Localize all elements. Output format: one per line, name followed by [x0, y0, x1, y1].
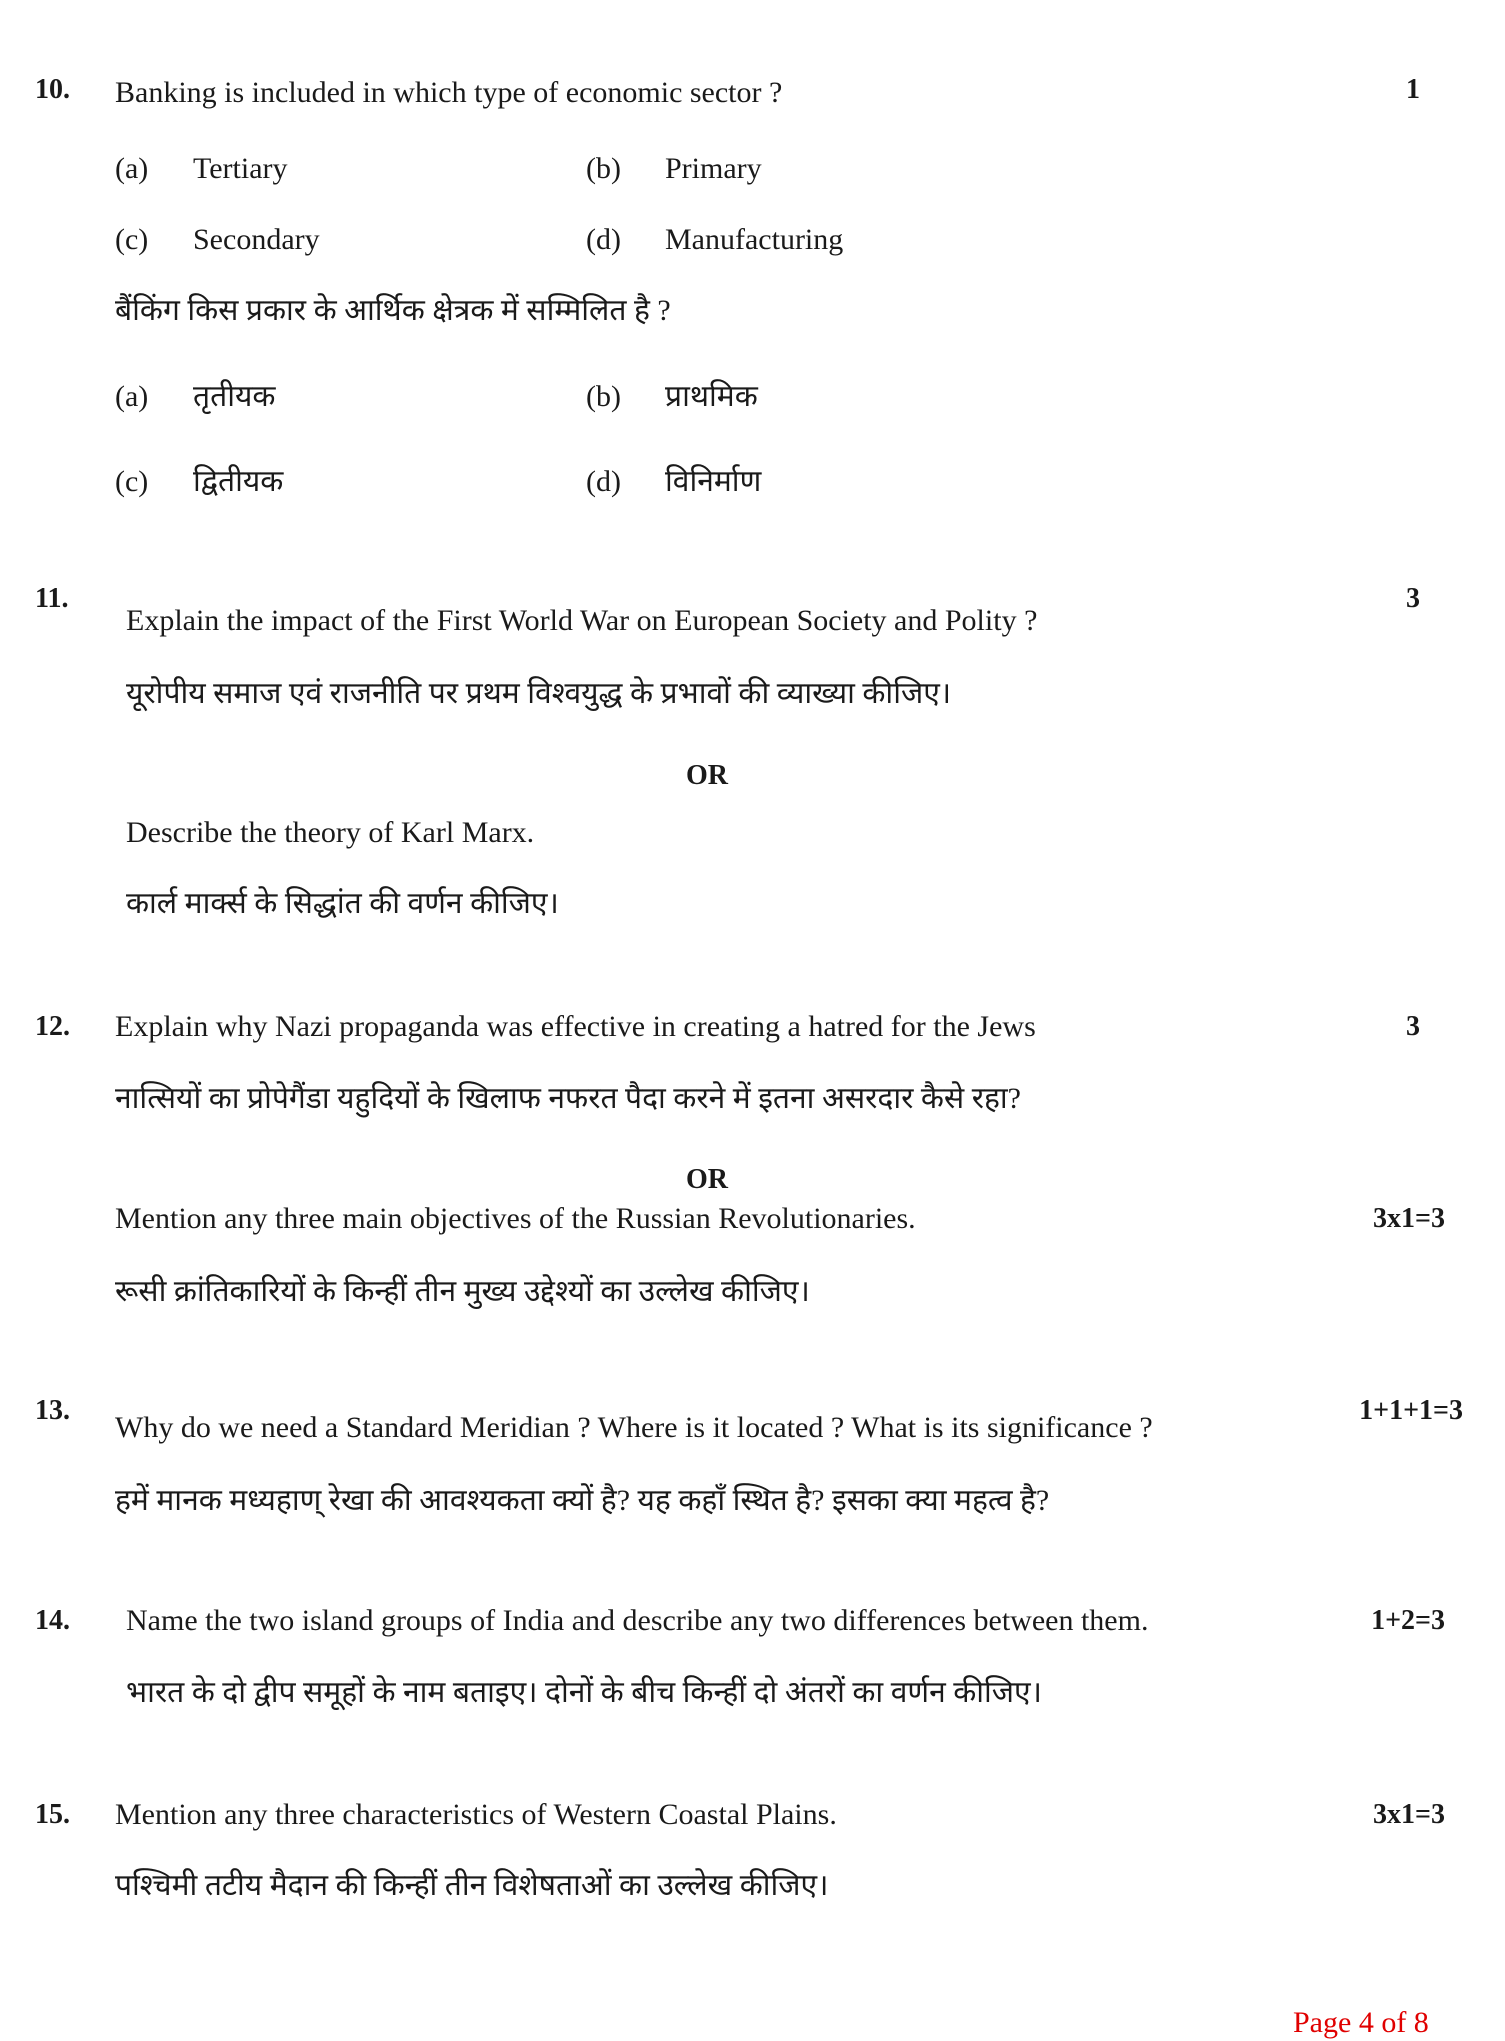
question-text-hindi: यूरोपीय समाज एवं राजनीति पर प्रथम विश्वयुद्ध के प्रभावों की व्याख्या कीजिए।	[126, 677, 952, 710]
question-marks: 1+1+1=3	[1359, 1395, 1463, 1426]
alternative-question-marks: 3x1=3	[1373, 1203, 1445, 1234]
alternative-question-text: Describe the theory of Karl Marx.	[126, 816, 535, 849]
question-text: Banking is included in which type of economic sector ?	[115, 76, 783, 109]
question-number: 15.	[35, 1799, 70, 1830]
option-label: (c)	[115, 465, 149, 498]
option-label: (b)	[586, 380, 621, 413]
question-text: Explain the impact of the First World War on European Society and Polity ?	[126, 604, 1038, 637]
option-text-hindi: द्वितीयक	[193, 465, 284, 498]
option-text: Secondary	[193, 223, 320, 256]
question-text: Explain why Nazi propaganda was effective in creating a hatred for the Jews	[115, 1010, 1036, 1043]
question-text-hindi: नात्सियों का प्रोपेगैंडा यहुदियों के खिलाफ नफरत पैदा करने में इतना असरदार कैसे रहा?	[115, 1082, 1021, 1115]
option-text-hindi: प्राथमिक	[665, 380, 758, 413]
question-number: 10.	[35, 74, 70, 105]
question-number: 12.	[35, 1011, 70, 1042]
option-label: (d)	[586, 223, 621, 256]
option-label: (a)	[115, 152, 149, 185]
question-marks: 3x1=3	[1373, 1799, 1445, 1830]
alternative-question-hindi: कार्ल मार्क्स के सिद्धांत की वर्णन कीजिए।	[126, 887, 559, 920]
question-text-hindi: पश्चिमी तटीय मैदान की किन्हीं तीन विशेषताओं का उल्लेख कीजिए।	[115, 1869, 829, 1902]
option-label: (b)	[586, 152, 621, 185]
question-text: Why do we need a Standard Meridian ? Where is it located ? What is its significance ?	[115, 1411, 1153, 1444]
question-text: Name the two island groups of India and describe any two differences between them.	[126, 1604, 1149, 1637]
or-separator: OR	[686, 1164, 728, 1195]
option-label: (c)	[115, 223, 149, 256]
option-text-hindi: विनिर्माण	[665, 465, 762, 498]
question-number: 13.	[35, 1395, 70, 1426]
alternative-question-text: Mention any three main objectives of the Russian Revolutionaries.	[115, 1202, 916, 1235]
page-number: Page 4 of 8	[1293, 2006, 1429, 2039]
option-text-hindi: तृतीयक	[193, 380, 276, 413]
question-marks: 1+2=3	[1371, 1605, 1445, 1636]
option-label: (d)	[586, 465, 621, 498]
question-text: Mention any three characteristics of Western Coastal Plains.	[115, 1798, 837, 1831]
question-text-hindi: हमें मानक मध्यहाण् रेखा की आवश्यकता क्यों है? यह कहाँ स्थित है? इसका क्या महत्व है?	[115, 1484, 1050, 1517]
option-label: (a)	[115, 380, 149, 413]
option-text: Manufacturing	[665, 223, 844, 256]
question-marks: 3	[1406, 1011, 1420, 1042]
option-text: Tertiary	[193, 152, 288, 185]
question-marks: 1	[1406, 74, 1420, 105]
question-marks: 3	[1406, 583, 1420, 614]
or-separator: OR	[686, 760, 728, 791]
question-text-hindi: बैंकिंग किस प्रकार के आर्थिक क्षेत्रक में सम्मिलित है ?	[115, 294, 671, 327]
question-text-hindi: भारत के दो द्वीप समूहों के नाम बताइए। दोनों के बीच किन्हीं दो अंतरों का वर्णन कीजिए।	[126, 1676, 1043, 1709]
question-number: 11.	[35, 583, 69, 614]
alternative-question-hindi: रूसी क्रांतिकारियों के किन्हीं तीन मुख्य उद्देश्यों का उल्लेख कीजिए।	[115, 1275, 810, 1308]
option-text: Primary	[665, 152, 762, 185]
question-number: 14.	[35, 1605, 70, 1636]
